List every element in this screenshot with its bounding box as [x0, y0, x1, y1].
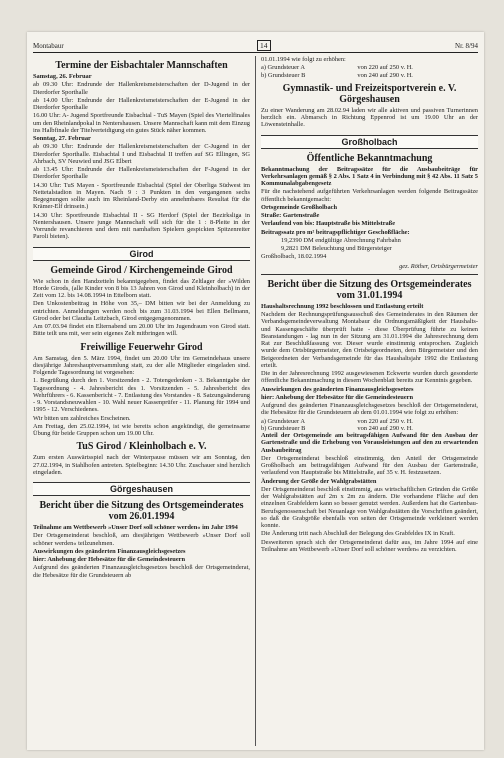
article-title-tus: TuS Girod / Kleinholbach e. V. — [76, 441, 207, 453]
paragraph: ab 13.45 Uhr: Endrunde der Hallenkreismeisterschaften der F-Jugend in der Dierdorfer Sporthalle — [33, 166, 250, 181]
paragraph: 19,2390 DM endgültige Abrechnung Fahrbahn — [281, 236, 401, 244]
paragraph: 9,2821 DM Beleuchtung und Bürgersteiger — [281, 245, 392, 252]
paragraph: Der Ortsgemeinderat beschloß einstimmig, aus wirtschaftlichen Gründen die Größe der Wahlgrabstätten auf 2m x 2m zu ändern. Die vorhandene Fläche auf den einzelnen Grabfeldern kann so besser genutzt werden. Außerdem hat die Gartenbau-Berufsgenossenschaft bei Neuanlage von Wahlgrabstätten die Vorschriften geändert, so daß die Grabgröße ebenfalls von seiten der Ortsgemeinde verkleinert werden konnte. — [261, 485, 478, 529]
paragraph: Wie schon in den Handzetteln bekanntgegeben, findet das Zeltlager der »Wilden Horde Girods, (alle Kinder von 8 bis 13 Jahren von Girod und Kleinholbach) in der Zeit vom 12. bis 14.08.1994 in Ettelborn statt. — [33, 277, 250, 299]
paragraph: Anteil der Ortsgemeinde am beitragsfähigen Aufwand für den Ausbau der Gartenstraße und die Erhebung von Vorausleistungen auf den zu erwartenden Ausbaubeitrag — [261, 432, 478, 454]
paragraph: Nachdem der Rechnungsprüfungsausschuß des Gemeinderates in den Räumen der Verbandsgemeindeverwaltung Montabaur die Ordnungsmäßigkeit der Haushalts- und Kassengeschäfte überprüft hatte - diese Überprüfung führte zu keinen Beanstandungen - lag nun in der Sitzung am 31.01.1994 die Jahresrechnung dem Rat zur Beschlußfassung vor. Dieser wurde einstimmig entsprochen. Zugleich wurde dem Ortsbürgermeister, den Ortsbeigeordneten, dem Bürgermeister und den Beigeordneten der Verbandsgemeinde für das Haushaltsjahr 1992 die Entlastung erteilt. — [261, 311, 478, 369]
article-title-sitzung-goergeshausen: Bericht über die Sitzung des Ortsgemeinderates vom 26.01.1994 — [39, 500, 244, 522]
rate-value: von 220 auf 250 v. H. — [357, 64, 413, 72]
column-divider — [255, 56, 256, 746]
paragraph: Sonntag, 27. Februar — [33, 135, 91, 142]
paragraph: Großholbach, 18.02.1994 — [261, 253, 327, 261]
issue-number: Nr. 8/94 — [455, 42, 478, 50]
paragraph: ab 09.30 Uhr: Endrunde der Hallenkreismeisterschaften der D-Jugend in der Dierdorfer Sporthalle — [33, 81, 250, 96]
paragraph: 16.00 Uhr: A- Jugend Sportfreunde Eisbachtal - TuS Mayen (Spiel des Viertelfinales um den Rheinlandpokal in Nentershausen. Unsere Mannschaft kann mit dem Einzug ins Halbfinale der Titelverteidigung ein gutes Stück näher kommen. — [33, 112, 250, 134]
divider — [261, 274, 478, 275]
paragraph: Verlaufend von bis: Hauptstraße bis Mittelstraße — [261, 220, 396, 228]
article-title-bekanntmachung: Öffentliche Bekanntmachung — [306, 152, 433, 164]
paragraph: Die Änderung tritt nach Abschluß der Belegung des Grabfeldes IX in Kraft. — [261, 530, 455, 538]
paragraph: Am 07.03.94 findet ein Elternabend um 20.00 Uhr im Jugendraum von Girod statt. Bitte teilt uns mit, wer sein eigenes Zelt mitbringen will. — [33, 323, 250, 338]
header-town: Montabaur — [33, 42, 64, 50]
table-row — [261, 64, 478, 71]
paragraph: Ortsgemeinde Großholbach — [261, 203, 338, 211]
paragraph: Aufgrund des geänderten Finanzausgleichsgesetzes beschloß der Ortsgemeinderat, die Hebesätze für die Grundsteuern ab dem 01.01.1994 wie folgt zu erhöhen: — [261, 402, 478, 417]
paragraph: Bekanntmachung der Beitragssätze für die Ausbaubeiträge für Verkehrsanlagen gemäß § 2 Abs. 1 Satz 4 in Verbindung mit § 42 Abs. 11 Satz 5 Kommunalabgabengesetz — [261, 165, 478, 187]
paragraph: Straße: Gartenstraße — [261, 212, 320, 219]
paragraph: Der Ortsgemeinderat beschloß, am diesjährigen Wettbewerb »Unser Dorf soll schöner werden« teilzunehmen. — [33, 532, 250, 547]
article-title-eisbachtal: Termine der Eisbachtaler Mannschaften — [55, 60, 228, 71]
rate-value: von 240 auf 290 v. H. — [357, 424, 413, 432]
rate-label: b) Grundsteuer B — [261, 71, 306, 79]
paragraph: Für die nachstehend aufgeführten Verkehrsanlagen werden folgende Beitragssätze öffentlich bekanntgemacht: — [261, 188, 478, 203]
table-row — [261, 425, 478, 432]
tax-rate-table — [261, 418, 478, 433]
paragraph: ab 14.00 Uhr: Endrunde der Hallenkreismeisterschaften der E-Jugend in der Dierdorfer Sporthalle — [33, 96, 250, 111]
paragraph: Zum ersten Auswärtsspiel nach der Winterpause müssen wir am Sonntag, den 27.02.1994, in Stahlhofen antreten. Spielbeginn: 14.30 Uhr. Zuschauer sind herzlich eingeladen. — [33, 454, 250, 476]
paragraph: Wir bitten um zahlreiches Erscheinen. — [33, 414, 131, 422]
paragraph: ab 09.30 Uhr: Endrunde der Hallenkreismeisterschaften der C-Jugend in der Dierdorfer Sporthalle. Eisbachtal I und Eisbachtal II treffen auf SG Ellingen, SG Ahrbach, SV Neuwied und JSG Elbert — [33, 143, 250, 165]
page-number: 14 — [257, 40, 271, 51]
article-title-girod: Gemeinde Girod / Kirchengemeinde Girod — [50, 264, 233, 276]
paragraph: Am Freitag, den 25.02.1994, ist wie bereits schon angekündigt, die gemeinsame Übung für beide Gruppen schon um 19.00 Uhr. — [33, 422, 250, 437]
paragraph: Die in der Jahresrechnung 1992 ausgewiesenen Eckwerte wurden durch gesonderte öffentliche Bekanntmachung in diesem Wochenblatt bereits zur Kenntnis gegeben. — [261, 370, 478, 385]
paragraph: Änderung der Größe der Wahlgrabstätten — [261, 477, 377, 485]
paragraph: hier: Anhebung der Hebesätze für die Gemeindesteuern — [33, 556, 186, 563]
paragraph: hier: Anhebung der Hebesätze für die Gemeindesteuern — [261, 393, 414, 401]
rate-label: a) Grundsteuer A — [261, 64, 306, 72]
tax-rate-table — [261, 64, 478, 79]
article-title-sitzung-grossholbach: Bericht über die Sitzung des Ortsgemeinderates vom 31.01.1994 — [267, 278, 472, 301]
table-row — [261, 418, 478, 425]
newspaper-page — [27, 32, 484, 750]
paragraph: Haushaltsrechnung 1992 beschlossen und Entlastung erteilt — [261, 302, 424, 310]
article-title-gymnastik: Gymnastik- und Freizeitsportverein e. V. Görgeshausen — [282, 82, 457, 105]
rate-value: von 220 auf 250 v. H. — [357, 417, 413, 425]
paragraph: Den Unkostenbeitrag in Höhe von 35,– DM bitten wir bei der Anmeldung zu entrichten. Anmeldungen werden noch bis zum 31.03.1994 bei Ellen Bellmann, Girod oder bei Claudia Leitzbach, Girod entgegengenommen. — [33, 300, 250, 322]
paragraph: Auswirkungen des geänderten Finanzausgleichsgesetzes — [261, 385, 414, 393]
section-header-grossholbach: Großholbach — [261, 135, 478, 149]
table-row — [261, 72, 478, 79]
rate-label: b) Grundsteuer B — [261, 424, 306, 432]
paragraph: Beitragssatz pro m² beitragspflichtiger Geschoßfläche: — [261, 228, 410, 236]
paragraph: Zu einer Wanderung am 28.02.94 laden wir alle aktiven und passiven Turnerinnen herzlich ein. Abmarsch in Richtung Eppenrod ist um 19.00 Uhr an der Löwensteinhalle. — [261, 106, 478, 129]
paragraph: 01.01.1994 wie folgt zu erhöhen: — [261, 56, 346, 63]
paragraph: 1. Begrüßung durch den 1. Vorsitzenden - 2. Totengedenken - 3. Bekanntgabe der Tagesordnung - 4. Jahresbericht des 1. Vorsitzenden - 5. Jahresbericht des Wehrführers - 6. Kassenbericht - 7. Entlastung des Vorstandes - 8. Satzungsänderung - 9. Vorstandsneuwahlen - 10. Wahl neuer Kassenprüfer - 11. Planung für 1994 und 1995 - 12. Verschiedenes. — [33, 377, 250, 414]
paragraph: Auswirkungen des geänderten Finanzausgleichsgesetzes — [33, 547, 186, 555]
rate-value: von 240 auf 290 v. H. — [357, 71, 413, 79]
paragraph: Desweiteren sprach sich der Ortsgemeinderat dafür aus, im Jahre 1994 auf eine Teilnahme am Wettbewerb »Unser Dorf soll schöner werden« zu verzichten. — [261, 538, 478, 553]
right-column — [261, 56, 478, 554]
page-header — [33, 40, 478, 53]
rate-label: a) Grundsteuer A — [261, 417, 306, 425]
paragraph: Teilnahme am Wettbewerb »Unser Dorf soll schöner werden« im Jahr 1994 — [33, 524, 238, 531]
paragraph: 14.30 Uhr: TuS Mayen - Sportfreunde Eisbachtal (Spiel der Oberliga Südwest im Nettetalstadion in Mayen. Nach 9 : 3 Punkten in den vergangenen sechs Begegnungen sollte auch im Rheinland-Derby ein annehmbares Resultat für die Krämer-Elf drinsein.) — [33, 181, 250, 211]
paragraph: 14.30 Uhr: Sportfreunde Eisbachtal II - SG Herdorf (Spiel der Bezirksliga in Nentershausen. Unsere junge Mannschaft will sich für die 1 : 8-Pleite in der Vorrunde revanchieren und dem mit namhaften Spielern gespickten Spitzenreiter Paroli bieten). — [33, 211, 250, 241]
paragraph: Der Ortsgemeinderat beschloß einstimmig, den Anteil der Ortsgemeinde Großholbach am beitragsfähigen Aufwand für den Ausbau der Gartenstraße, verlaufend von Hauptstraße bis Mittelstraße, auf 35 v. H. festzusetzen. — [261, 454, 478, 477]
paragraph: Am Samstag, den 5. März 1994, findet um 20.00 Uhr im Gemeindehaus unsere diesjährige Jahreshauptversammlung statt, zu der alle Mitglieder eingeladen sind. Folgende Tagesordnung ist vorgesehen: — [33, 354, 250, 376]
paragraph: Aufgrund des geänderten Finanzausgleichsgesetzes beschloß der Ortsgemeinderat, die Hebesätze für die Grundsteuern ab — [33, 564, 250, 579]
section-header-goergeshausen: Görgeshausen — [33, 482, 250, 496]
paragraph: Samstag, 26. Februar — [33, 73, 92, 80]
left-column — [33, 56, 250, 580]
signature: gez. Röther, Ortsbürgermeister — [399, 262, 478, 270]
article-title-feuerwehr: Freiwillige Feuerwehr Girod — [80, 341, 203, 353]
section-header-girod: Girod — [33, 247, 250, 261]
